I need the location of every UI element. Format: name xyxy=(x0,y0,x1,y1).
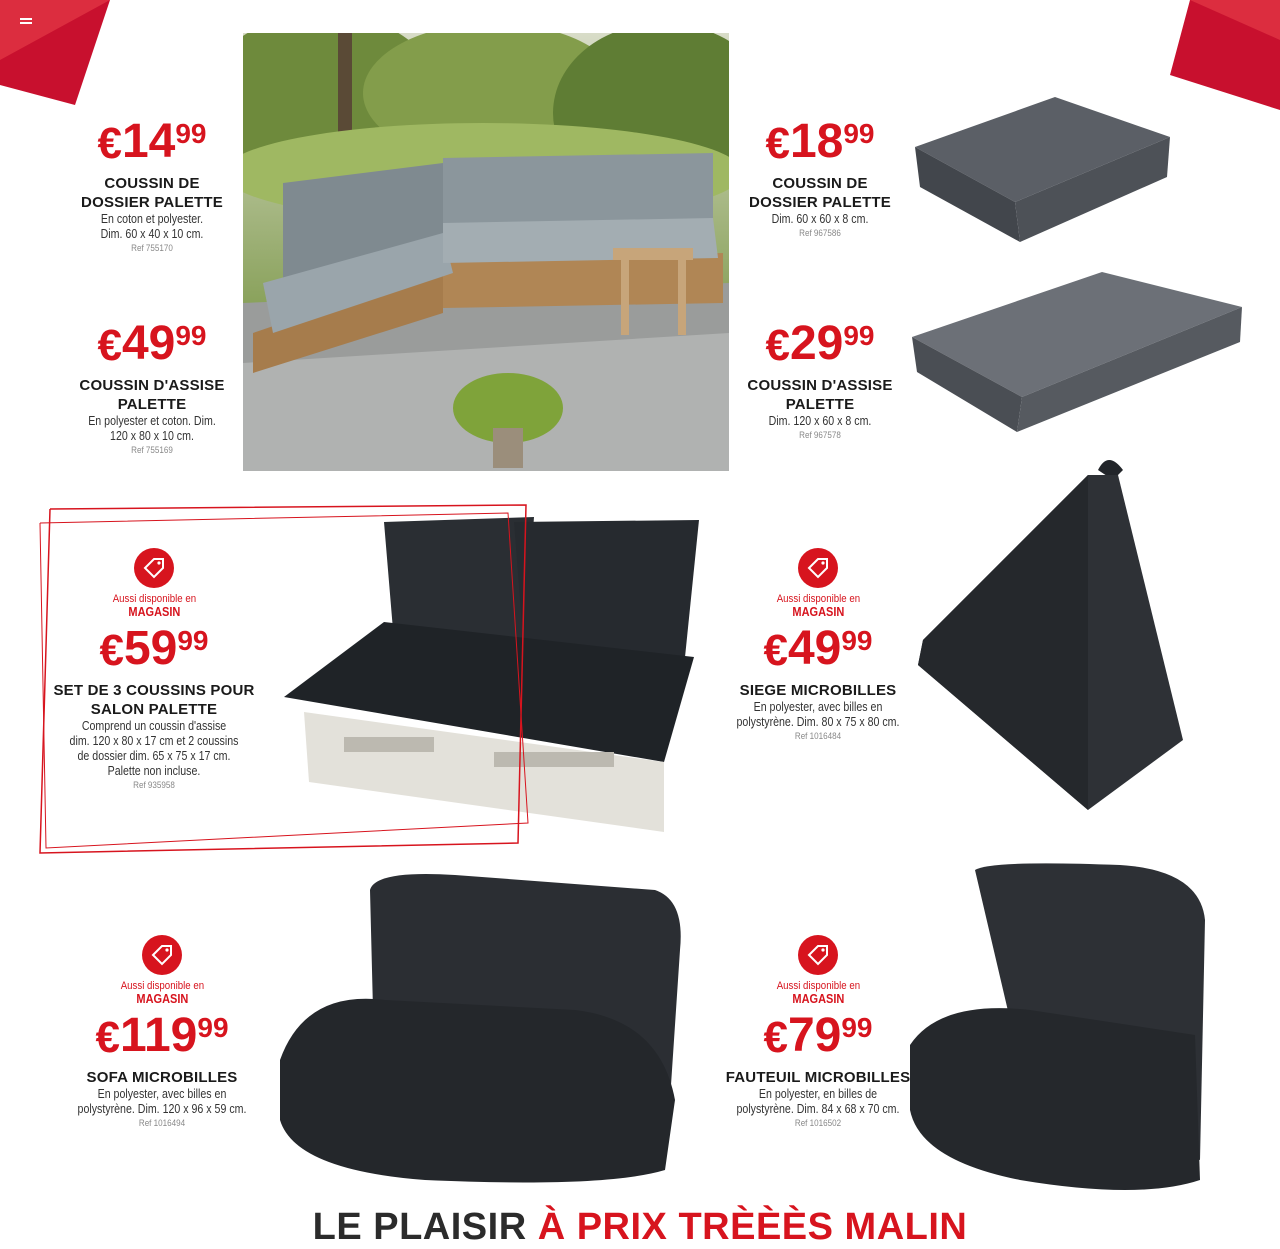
product-description: Dim. 120 x 60 x 8 cm. xyxy=(768,414,872,428)
product-ref: Ref 1016484 xyxy=(794,731,842,742)
product-card[interactable] xyxy=(62,935,262,1130)
store-badge: Aussi disponible en MAGASIN xyxy=(718,935,918,1006)
product-card[interactable] xyxy=(730,317,910,442)
store-badge: Aussi disponible en MAGASIN xyxy=(718,548,918,619)
cushion-seat-image xyxy=(912,262,1247,437)
product-name: COUSSIN DE DOSSIER PALETTE xyxy=(749,175,891,211)
price: €4999 xyxy=(97,317,207,370)
product-description: En polyester, avec billes en polystyrène. Dim. 120 x 96 x 59 cm. xyxy=(77,1087,247,1116)
product-card[interactable] xyxy=(718,935,918,1130)
price-tag-icon xyxy=(142,556,166,580)
cushion-back-image xyxy=(905,92,1175,247)
product-description: Dim. 60 x 60 x 8 cm. xyxy=(771,212,869,226)
product-name: FAUTEUIL MICROBILLES xyxy=(725,1069,911,1086)
slogan: LE PLAISIR À PRIX TRÈÈÈS MALIN xyxy=(312,1206,968,1248)
beanbag-seat-image xyxy=(918,450,1198,815)
armchair-image xyxy=(910,860,1210,1205)
product-description: En polyester et coton. Dim. 120 x 80 x 10 cm. xyxy=(88,414,216,443)
product-description: En coton et polyester. Dim. 60 x 40 x 10 cm. xyxy=(100,212,204,241)
sofa-image xyxy=(275,870,690,1190)
product-ref: Ref 1016502 xyxy=(794,1118,842,1129)
product-card[interactable] xyxy=(62,317,242,457)
product-card[interactable] xyxy=(718,548,918,743)
price: €4999 xyxy=(763,622,873,675)
price: €7999 xyxy=(763,1009,873,1062)
store-badge: Aussi disponible en MAGASIN xyxy=(50,548,258,619)
product-name: COUSSIN D'ASSISE PALETTE xyxy=(79,377,225,413)
product-card[interactable] xyxy=(62,115,242,255)
product-ref: Ref 967578 xyxy=(799,430,841,441)
price-tag-icon xyxy=(806,556,830,580)
menu-icon[interactable] xyxy=(20,18,32,28)
hero-photo xyxy=(243,33,729,471)
product-ref: Ref 1016494 xyxy=(138,1118,186,1129)
price-tag-icon xyxy=(150,943,174,967)
product-name: SET DE 3 COUSSINS POUR SALON PALETTE xyxy=(53,682,255,718)
product-description: En polyester, avec billes en polystyrène. Dim. 80 x 75 x 80 cm. xyxy=(736,700,900,729)
product-ref: Ref 755169 xyxy=(131,445,173,456)
price: €1899 xyxy=(765,115,875,168)
product-ref: Ref 967586 xyxy=(799,228,841,239)
product-card[interactable] xyxy=(730,115,910,240)
price: €11999 xyxy=(95,1009,229,1062)
price: €5999 xyxy=(99,622,209,675)
product-name: SIEGE MICROBILLES xyxy=(739,682,897,699)
corner-decoration-right xyxy=(1170,0,1280,110)
product-ref: Ref 935958 xyxy=(133,780,175,791)
price: €2999 xyxy=(765,317,875,370)
product-description: En polyester, en billes de polystyrène. Dim. 84 x 68 x 70 cm. xyxy=(736,1087,900,1116)
product-ref: Ref 755170 xyxy=(131,243,173,254)
price-tag-icon xyxy=(806,943,830,967)
corner-decoration-left xyxy=(0,0,110,105)
product-description: Comprend un coussin d'assise dim. 120 x 80 x 17 cm et 2 coussins de dossier dim. 65 x 75 x 17 cm. Palette non incluse. xyxy=(69,719,239,778)
price: €1499 xyxy=(97,115,207,168)
product-name: COUSSIN D'ASSISE PALETTE xyxy=(747,377,893,413)
product-card[interactable] xyxy=(50,548,258,792)
store-badge: Aussi disponible en MAGASIN xyxy=(62,935,262,1006)
product-name: COUSSIN DE DOSSIER PALETTE xyxy=(81,175,223,211)
product-name: SOFA MICROBILLES xyxy=(86,1069,238,1086)
